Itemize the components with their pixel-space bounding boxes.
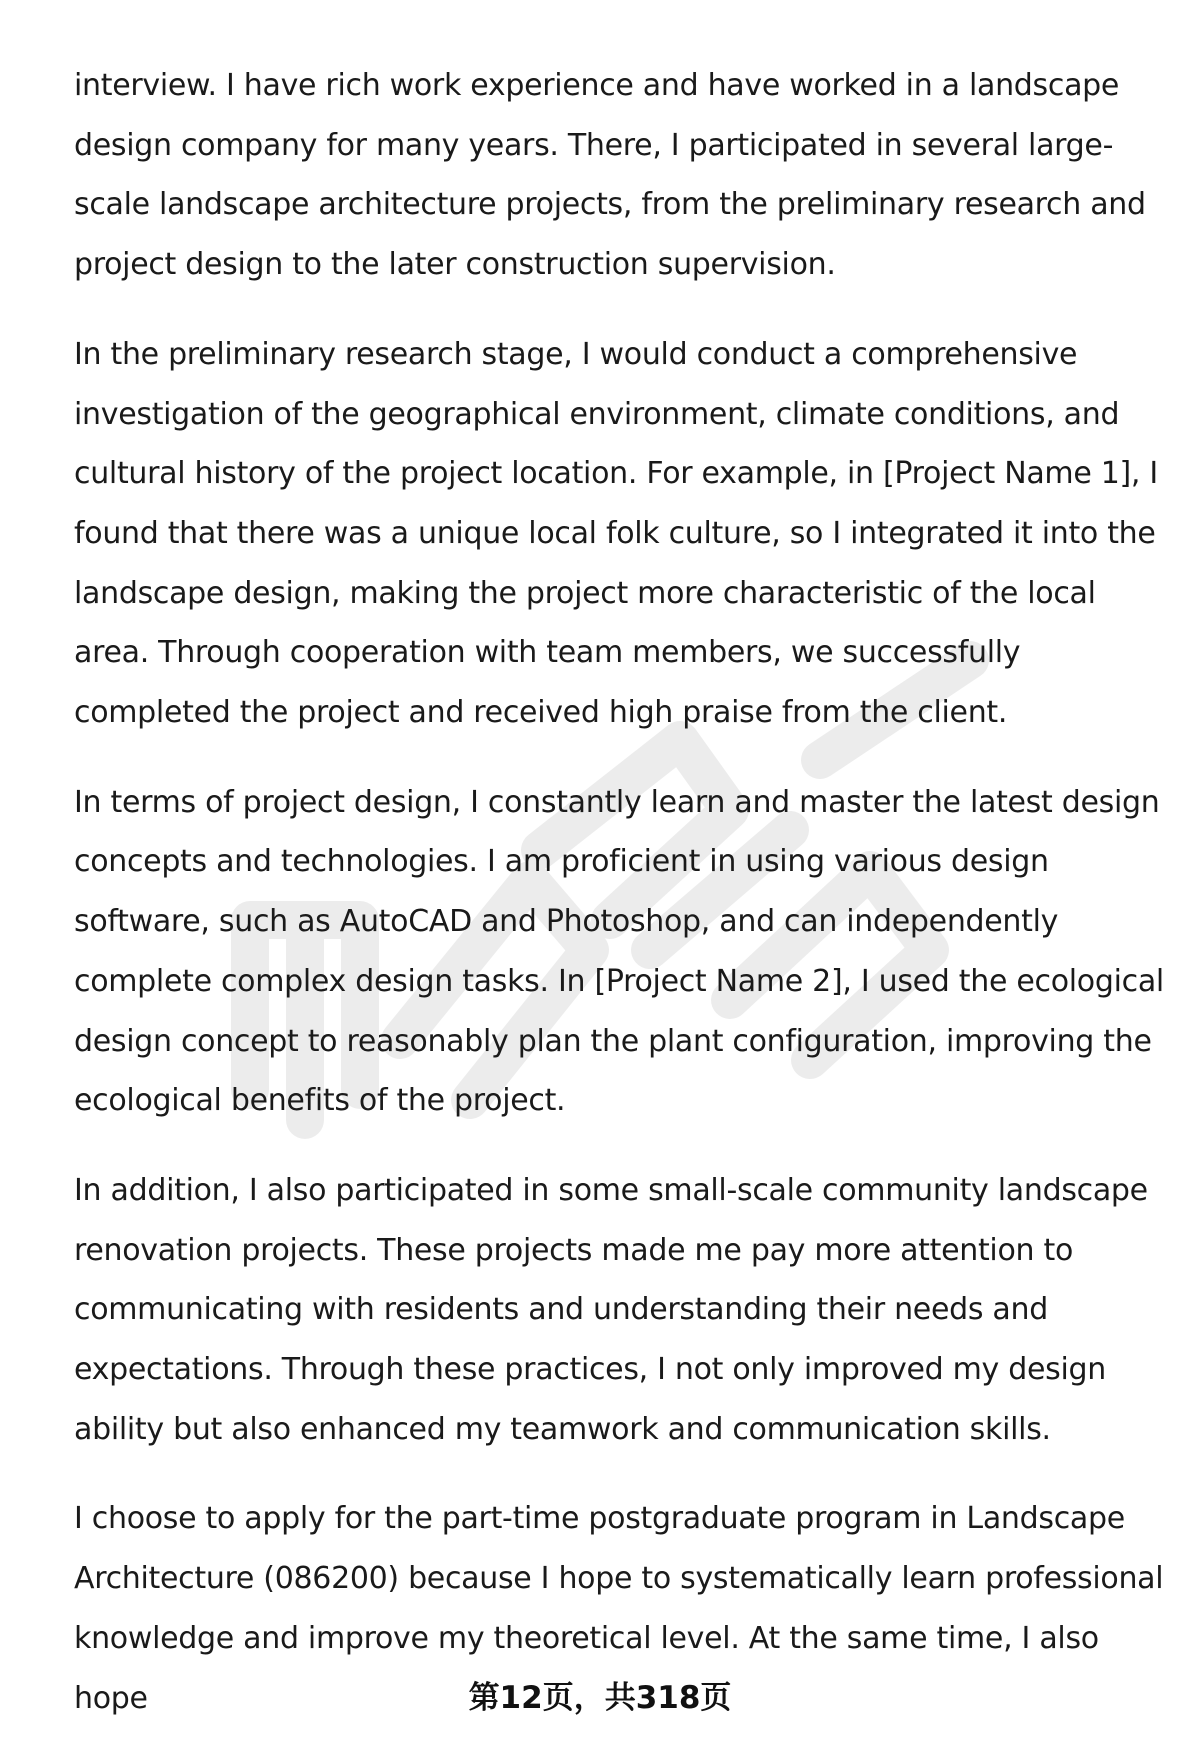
page-number-footer: 第12页，共318页 <box>468 1680 732 1716</box>
paragraph: In terms of project design, I constantly learn and master the latest design concepts and technologies. I am proficient in using various design software, such as AutoCAD and Photoshop, and can independently complete complex design tasks. In [Project Name 2], I used the ecological design concept to reasonably plan the plant configuration, improving the ecological benefits of the project. <box>74 784 1164 1119</box>
paragraph: I choose to apply for the part-time postgraduate program in Landscape Architecture (086200) because I hope to systematically learn professional knowledge and improve my theoretical level. At the same time, I also hope <box>74 1501 1164 1716</box>
paragraph: In addition, I also participated in some small-scale community landscape renovation projects. These projects made me pay more attention to communicating with residents and understanding their needs and expectations. Through these practices, I not only improved my design ability but also enhanced my teamwork and communication skills. <box>74 1172 1148 1447</box>
paragraph: interview. I have rich work experience and have worked in a landscape design company for many years. There, I participated in several large-scale landscape architecture projects, from the preliminary research and project design to the later construction supervision. <box>74 68 1146 283</box>
document-body <box>74 56 1164 1728</box>
paragraph: In the preliminary research stage, I would conduct a comprehensive investigation of the geographical environment, climate conditions, and cultural history of the project location. For example, in [Project Name 1], I found that there was a unique local folk culture, so I integrated it into the landscape design, making the project more characteristic of the local area. Through cooperation with team members, we successfully completed the project and received high praise from the client. <box>74 336 1158 731</box>
